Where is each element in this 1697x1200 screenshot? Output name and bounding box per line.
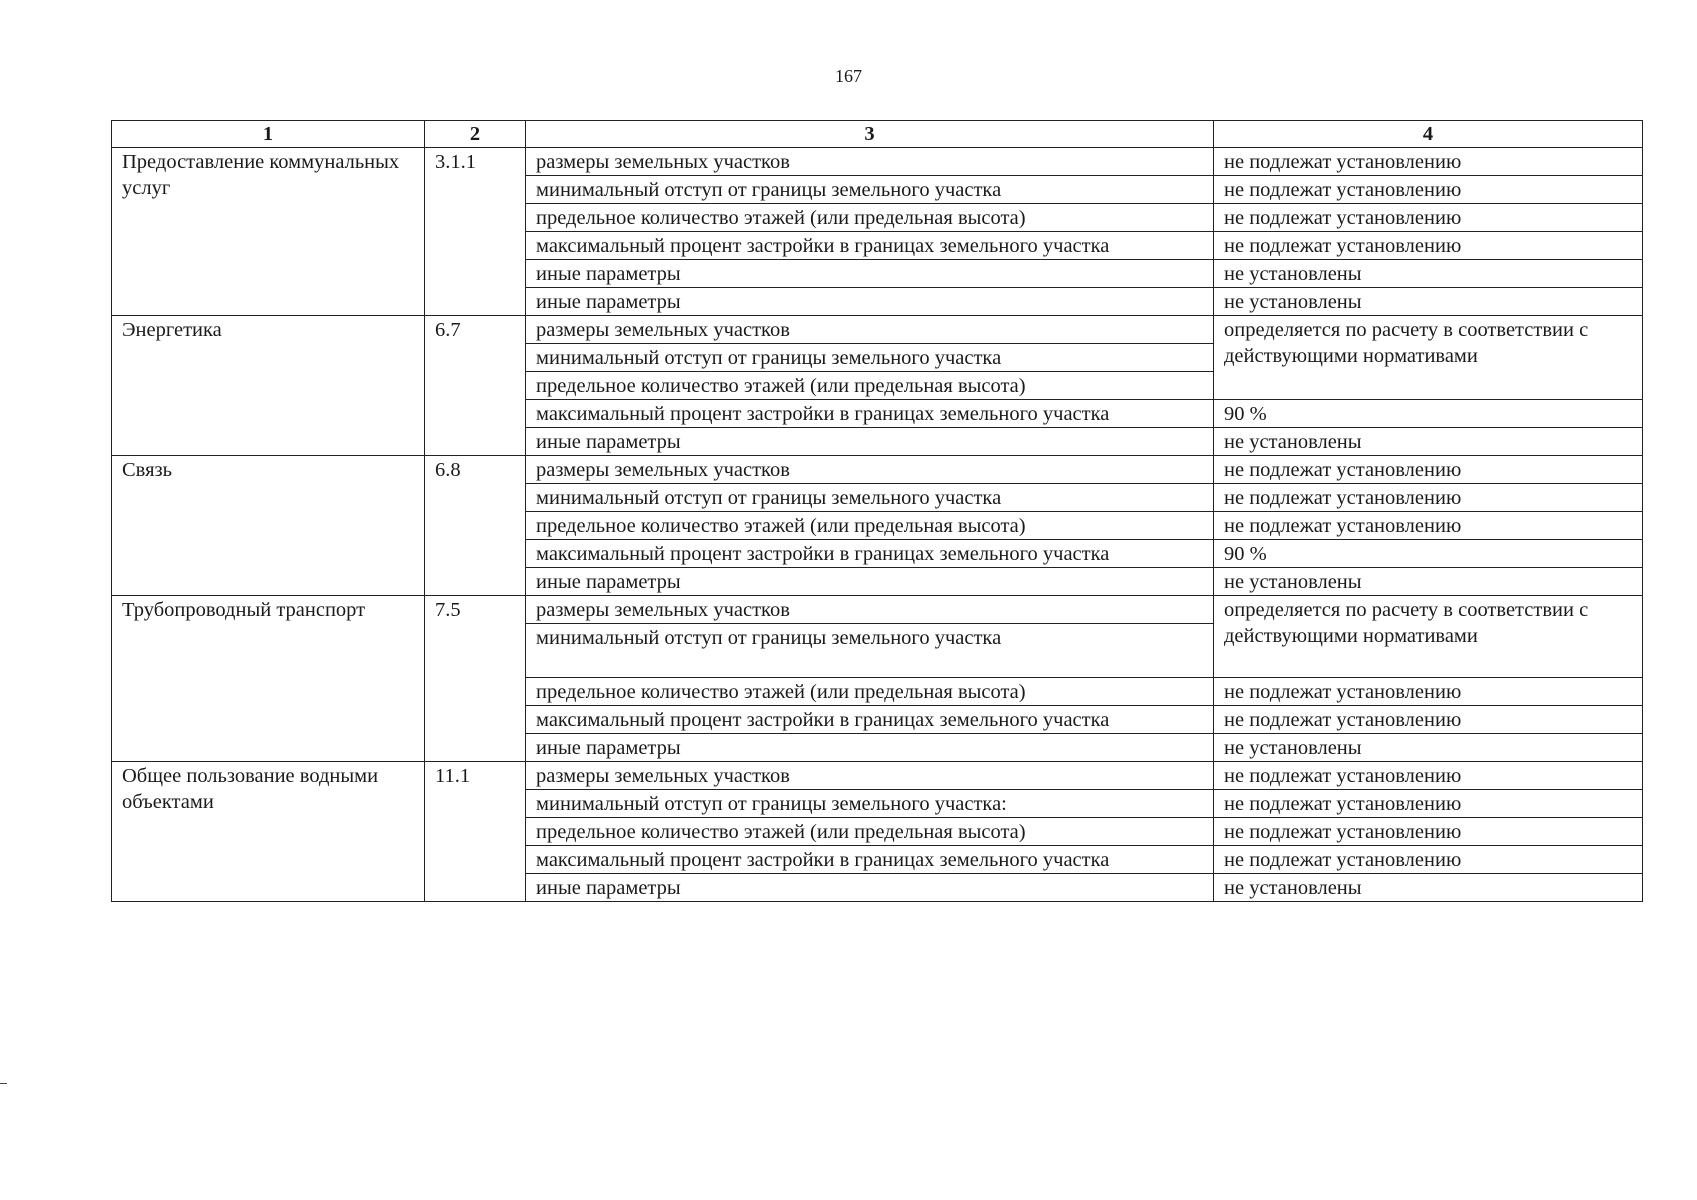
- parameter-value: не подлежат установлению: [1214, 762, 1643, 790]
- parameter-value: не установлены: [1214, 874, 1643, 902]
- parameter-value: не подлежат установлению: [1214, 512, 1643, 540]
- margin-mark: [0, 1083, 7, 1084]
- parameter-value: не подлежат установлению: [1214, 232, 1643, 260]
- parameter-value: не установлены: [1214, 734, 1643, 762]
- column-header-4: 4: [1214, 121, 1643, 148]
- table-body: [112, 148, 1643, 902]
- parameter-name: иные параметры: [526, 428, 1214, 456]
- parameter-value: не подлежат установлению: [1214, 790, 1643, 818]
- parameter-value: не установлены: [1214, 568, 1643, 596]
- parameter-name: минимальный отступ от границы земельного участка: [526, 176, 1214, 204]
- parameter-name: иные параметры: [526, 874, 1214, 902]
- parameter-name: максимальный процент застройки в границах земельного участка: [526, 846, 1214, 874]
- parameter-name: максимальный процент застройки в границах земельного участка: [526, 400, 1214, 428]
- use-type-name: Предоставление коммунальных услуг: [112, 148, 425, 316]
- parameter-name: иные параметры: [526, 288, 1214, 316]
- parameter-name: минимальный отступ от границы земельного участка:: [526, 790, 1214, 818]
- parameter-name: размеры земельных участков: [526, 148, 1214, 176]
- parameter-name: предельное количество этажей (или предельная высота): [526, 678, 1214, 706]
- land-use-parameters-table: [111, 120, 1643, 902]
- use-type-name: Трубопроводный транспорт: [112, 596, 425, 762]
- parameter-value: не подлежат установлению: [1214, 456, 1643, 484]
- parameter-name: иные параметры: [526, 734, 1214, 762]
- table-row: [112, 456, 1643, 484]
- use-type-code: 6.7: [425, 316, 526, 456]
- parameter-value: определяется по расчету в соответствии с действующими нормативами: [1214, 596, 1643, 678]
- parameter-value: 90 %: [1214, 540, 1643, 568]
- parameter-value: не подлежат установлению: [1214, 678, 1643, 706]
- column-header-1: 1: [112, 121, 425, 148]
- parameter-name: иные параметры: [526, 568, 1214, 596]
- use-type-name: Энергетика: [112, 316, 425, 456]
- use-type-code: 11.1: [425, 762, 526, 902]
- parameter-value: не подлежат установлению: [1214, 148, 1643, 176]
- parameter-name: минимальный отступ от границы земельного участка: [526, 344, 1214, 372]
- parameter-value: не установлены: [1214, 288, 1643, 316]
- table-row: [112, 762, 1643, 790]
- parameter-name: предельное количество этажей (или предельная высота): [526, 512, 1214, 540]
- parameter-name: предельное количество этажей (или предельная высота): [526, 372, 1214, 400]
- use-type-name: Общее пользование водными объектами: [112, 762, 425, 902]
- use-type-code: 6.8: [425, 456, 526, 596]
- parameter-name: минимальный отступ от границы земельного участка: [526, 484, 1214, 512]
- column-header-2: 2: [425, 121, 526, 148]
- parameter-name: иные параметры: [526, 260, 1214, 288]
- parameter-name: размеры земельных участков: [526, 762, 1214, 790]
- use-type-code: 3.1.1: [425, 148, 526, 316]
- parameter-value: определяется по расчету в соответствии с действующими нормативами: [1214, 316, 1643, 400]
- header-row: [112, 121, 1643, 148]
- parameter-value: не подлежат установлению: [1214, 176, 1643, 204]
- parameter-value: не подлежат установлению: [1214, 818, 1643, 846]
- parameter-name: размеры земельных участков: [526, 596, 1214, 624]
- page-number: 167: [835, 66, 862, 86]
- parameter-name: предельное количество этажей (или предельная высота): [526, 818, 1214, 846]
- parameter-value: не подлежат установлению: [1214, 204, 1643, 232]
- parameter-name: максимальный процент застройки в границах земельного участка: [526, 232, 1214, 260]
- parameter-value: не подлежат установлению: [1214, 706, 1643, 734]
- parameter-value: не подлежат установлению: [1214, 846, 1643, 874]
- table-row: [112, 316, 1643, 344]
- table-row: [112, 596, 1643, 624]
- use-type-name: Связь: [112, 456, 425, 596]
- parameter-name: максимальный процент застройки в границах земельного участка: [526, 706, 1214, 734]
- parameter-name: минимальный отступ от границы земельного участка: [526, 624, 1214, 678]
- parameter-name: предельное количество этажей (или предельная высота): [526, 204, 1214, 232]
- parameter-name: максимальный процент застройки в границах земельного участка: [526, 540, 1214, 568]
- column-header-3: 3: [526, 121, 1214, 148]
- parameter-value: не установлены: [1214, 260, 1643, 288]
- parameter-value: 90 %: [1214, 400, 1643, 428]
- parameter-value: не установлены: [1214, 428, 1643, 456]
- parameter-name: размеры земельных участков: [526, 316, 1214, 344]
- use-type-code: 7.5: [425, 596, 526, 762]
- table-row: [112, 148, 1643, 176]
- parameter-value: не подлежат установлению: [1214, 484, 1643, 512]
- parameter-name: размеры земельных участков: [526, 456, 1214, 484]
